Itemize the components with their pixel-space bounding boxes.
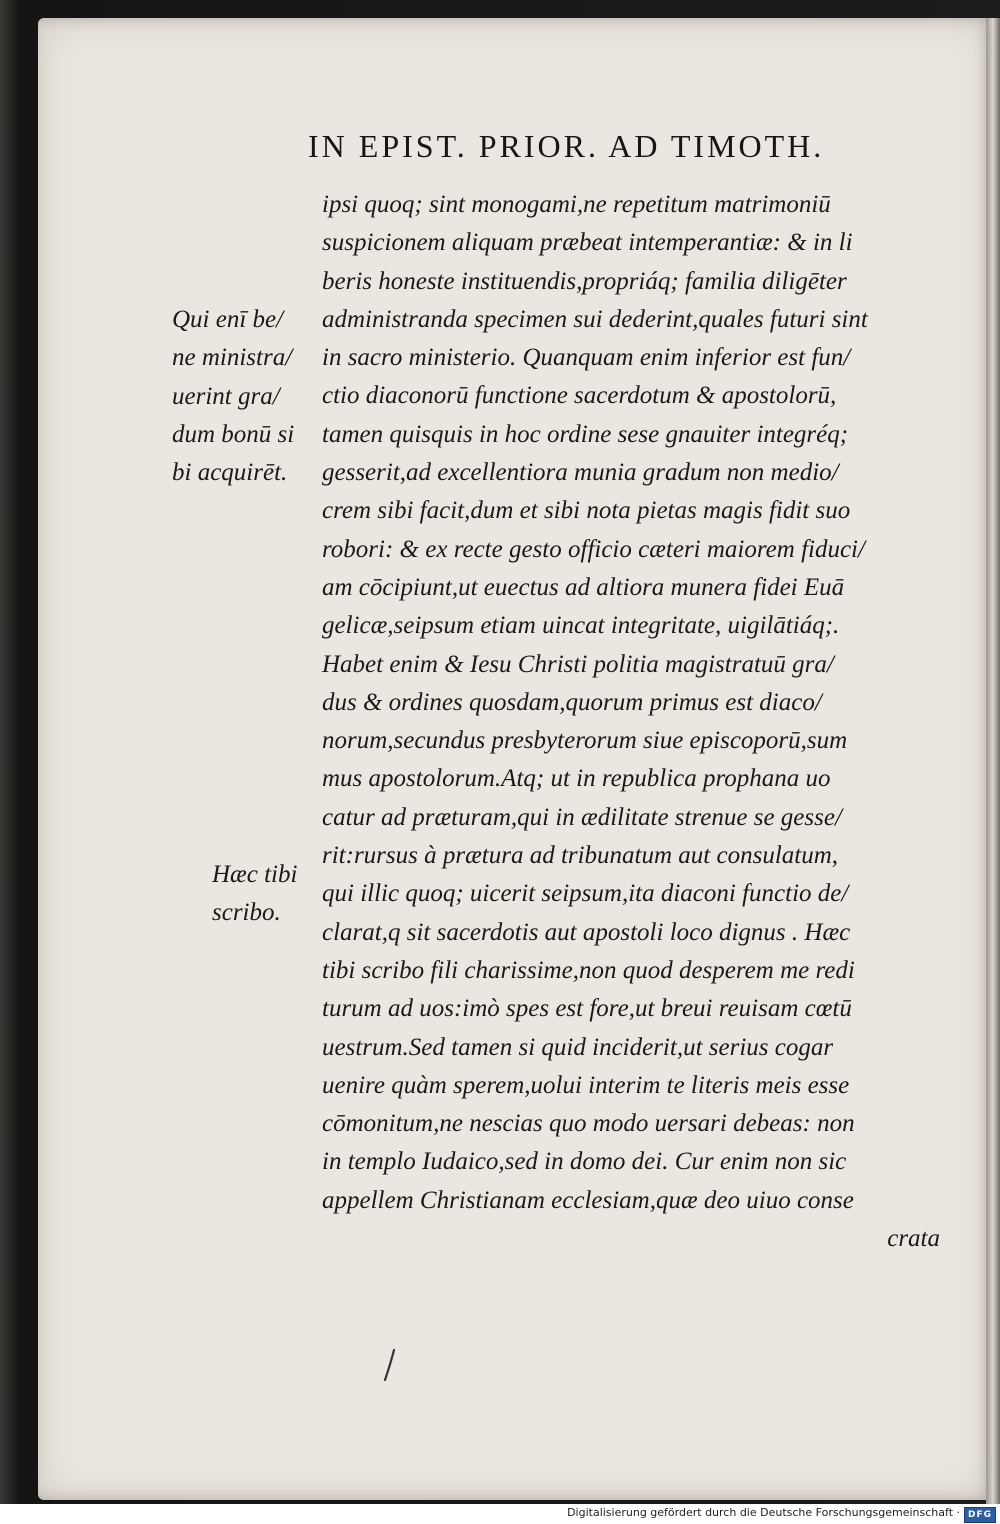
text-line: turum ad uos:imò spes est fore,ut breui reuisam cœtū <box>322 995 852 1023</box>
gloss-line: Hæc tibi <box>212 861 298 888</box>
gloss-line: scribo. <box>212 899 281 927</box>
text-line: tibi scribo fili charissime,non quod desperem me redi <box>322 956 855 984</box>
body-text <box>322 186 952 1258</box>
text-line: robori: & ex recte gesto officio cæteri maiorem fiduci/ <box>322 535 865 563</box>
gloss-line: bi acquirēt. <box>172 459 288 487</box>
gloss-line: dum bonū si <box>172 420 295 448</box>
text-line: catur ad præturam,qui in ædilitate strenue se gesse/ <box>322 803 842 831</box>
pen-stroke-mark <box>380 1348 400 1382</box>
text-line: norum,secundus presbyterorum siue episcoporū,sum <box>322 727 848 755</box>
catchword: crata <box>887 1225 940 1253</box>
text-line: mus apostolorum.Atq; ut in republica prophana uo <box>322 765 831 793</box>
text-line: cōmonitum,ne nescias quo modo uersari debeas: non <box>322 1110 855 1138</box>
text-line: qui illic quoq; uicerit seipsum,ita diaconi functio de/ <box>322 880 849 908</box>
page-edge <box>986 18 1000 1504</box>
text-line: crem sibi facit,dum et sibi nota pietas magis fidit suo <box>322 497 851 525</box>
text-line: in templo Iudaico,sed in domo dei. Cur enim non sic <box>322 1148 847 1176</box>
gloss-line: uerint gra/ <box>172 382 280 410</box>
text-line: am cōcipiunt,ut euectus ad altiora munera fidei Euā <box>322 573 845 601</box>
text-line: administranda specimen sui dederint,quales futuri sint <box>322 305 868 333</box>
text-line: Habet enim & Iesu Christi politia magistratuū gra/ <box>322 650 834 678</box>
running-head: IN EPIST. PRIOR. AD TIMOTH. <box>308 128 825 164</box>
text-line: ctio diaconorū functione sacerdotum & apostolorū, <box>322 382 837 410</box>
text-line: gelicæ,seipsum etiam uincat integritate, uigilātiáq;. <box>322 612 840 640</box>
text-line: dus & ordines quosdam,quorum primus est diaco/ <box>322 688 822 716</box>
gloss-line: ne ministra/ <box>172 344 293 372</box>
text-line: beris honeste instituendis,propriáq; familia diligēter <box>322 267 847 295</box>
text-line: gesserit,ad excellentiora munia gradum non medio/ <box>322 459 839 487</box>
text-line: uestrum.Sed tamen si quid inciderit,ut serius cogar <box>322 1033 834 1061</box>
gloss-line: Qui enī be/ <box>172 306 284 333</box>
text-line: ipsi quoq; sint monogami,ne repetitum matrimoniū <box>322 191 831 218</box>
text-line: in sacro ministerio. Quanquam enim inferior est fun/ <box>322 344 851 372</box>
text-line: suspicionem aliquam præbeat intemperantiæ: & in li <box>322 229 853 257</box>
footer-credit: Digitalisierung gefördert durch die Deutsche Forschungsgemeinschaft · <box>567 1506 960 1519</box>
text-line: rit:rursus à prætura ad tribunatum aut consulatum, <box>322 842 839 870</box>
text-line: appellem Christianam ecclesiam,quæ deo uiuo conse <box>322 1186 854 1214</box>
text-line: uenire quàm sperem,uolui interim te literis meis esse <box>322 1071 850 1099</box>
text-line: tamen quisquis in hoc ordine sese gnauiter integréq; <box>322 420 849 448</box>
dfg-logo-icon: DFG <box>964 1507 996 1523</box>
marginal-gloss-2 <box>212 856 297 933</box>
digitization-footer <box>0 1504 1000 1524</box>
text-line: clarat,q sit sacerdotis aut apostoli loco dignus . Hæc <box>322 918 851 946</box>
marginal-gloss-1 <box>172 301 294 492</box>
